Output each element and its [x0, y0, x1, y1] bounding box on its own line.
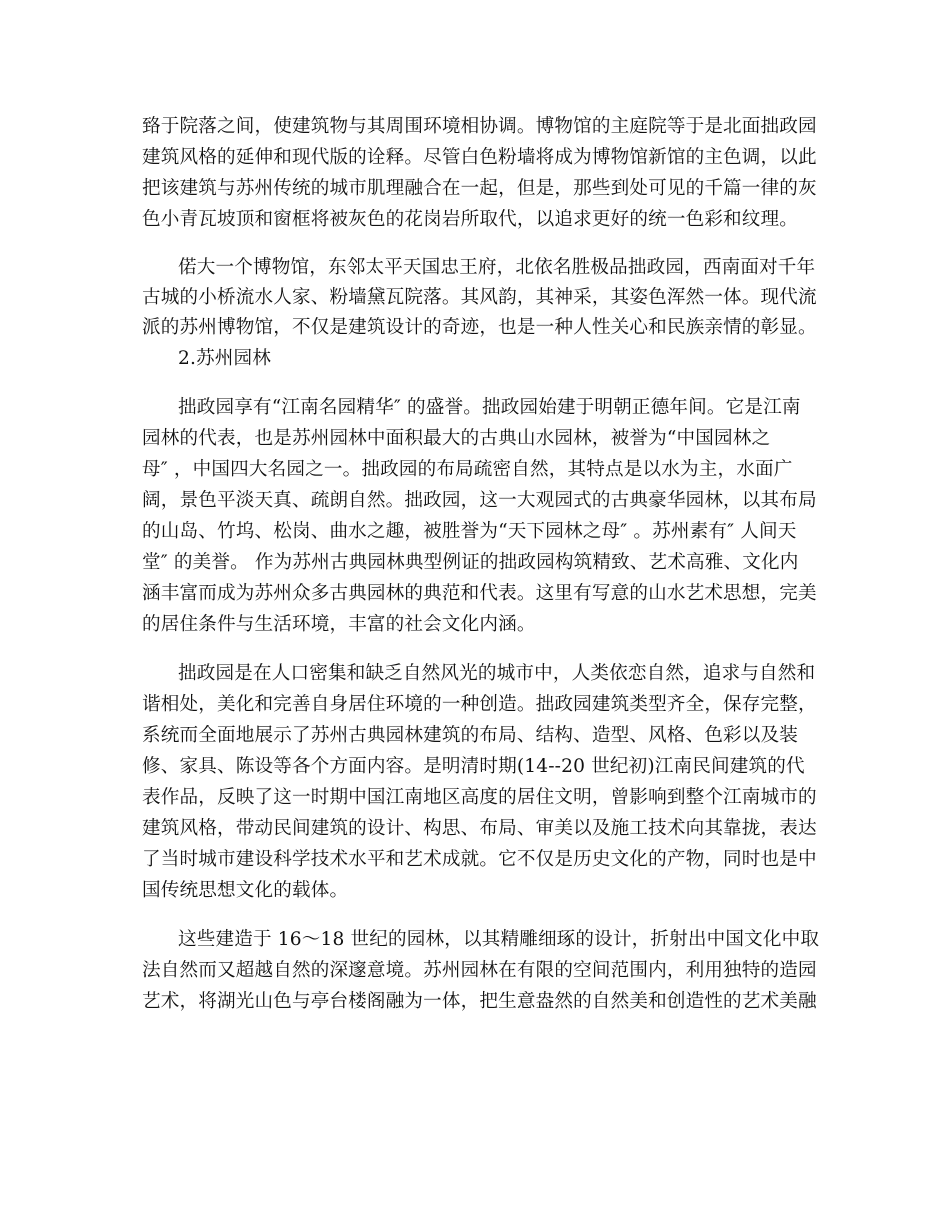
paragraph-line: 修、家具、陈设等各个方面内容。是明清时期(14--20 世纪初)江南民间建筑的代	[142, 756, 805, 777]
section-heading: 2.苏州园林	[178, 348, 272, 369]
paragraph-line: 堂″ 的美誉。 作为苏州古典园林典型例证的拙政园构筑精致、艺术高雅、文化内	[142, 552, 799, 573]
paragraph-line: 的居住条件与生活环境，丰富的社会文化内涵。	[142, 614, 536, 635]
paragraph-line: 拙政园享有“江南名园精华″ 的盛誉。拙政园始建于明朝正德年间。它是江南	[178, 397, 801, 418]
paragraph-line: 的山岛、竹坞、松岗、曲水之趣，被胜誉为“天下园林之母″ 。苏州素有″ 人间天	[142, 521, 797, 542]
paragraph-line: 法自然而又超越自然的深邃意境。苏州园林在有限的空间范围内，利用独特的造园	[142, 960, 817, 981]
paragraph-line: 派的苏州博物馆，不仅是建筑设计的奇迹，也是一种人性关心和民族亲情的彰显。	[142, 317, 817, 338]
paragraph-line: 国传统思想文化的载体。	[142, 880, 349, 901]
paragraph-line: 园林的代表，也是苏州园林中面积最大的古典山水园林，被誉为“中国园林之	[142, 428, 771, 449]
paragraph-line: 建筑风格，带动民间建筑的设计、构思、布局、审美以及施工技术向其靠拢，表达	[142, 818, 817, 839]
paragraph-line: 母″ ，中国四大名园之一。拙政园的布局疏密自然，其特点是以水为主，水面广	[142, 459, 793, 480]
paragraph-line: 古城的小桥流水人家、粉墙黛瓦院落。其风韵，其神采，其姿色浑然一体。现代流	[142, 287, 817, 308]
paragraph-line: 这些建造于 16～18 世纪的园林，以其精雕细琢的设计，折射出中国文化中取	[178, 929, 820, 950]
paragraph-line: 涵丰富而成为苏州众多古典园林的典范和代表。这里有写意的山水艺术思想，完美	[142, 583, 817, 604]
paragraph-line: 建筑风格的延伸和现代版的诠释。尽管白色粉墙将成为博物馆新馆的主色调，以此	[142, 147, 817, 168]
paragraph-line: 艺术，将湖光山色与亭台楼阁融为一体，把生意盎然的自然美和创造性的艺术美融	[142, 991, 817, 1012]
paragraph-line: 拙政园是在人口密集和缺乏自然风光的城市中，人类依恋自然，追求与自然和	[178, 663, 816, 684]
paragraph-line: 色小青瓦坡顶和窗框将被灰色的花岗岩所取代，以追求更好的统一色彩和纹理。	[142, 209, 799, 230]
paragraph-line: 把该建筑与苏州传统的城市肌理融合在一起，但是，那些到处可见的千篇一律的灰	[142, 178, 817, 199]
paragraph-line: 谐相处，美化和完善自身居住环境的一种创造。拙政园建筑类型齐全，保存完整，	[142, 694, 817, 715]
paragraph-line: 系统而全面地展示了苏州古典园林建筑的布局、结构、造型、风格、色彩以及装	[142, 725, 799, 746]
paragraph-line: 了当时城市建设科学技术水平和艺术成就。它不仅是历史文化的产物，同时也是中	[142, 849, 817, 870]
paragraph-line: 偌大一个博物馆，东邻太平天国忠王府，北依名胜极品拙政园，西南面对千年	[178, 257, 816, 278]
paragraph-line: 表作品，反映了这一时期中国江南地区高度的居住文明，曾影响到整个江南城市的	[142, 787, 817, 808]
paragraph-line: 阔，景色平淡天真、疏朗自然。拙政园，这一大观园式的古典豪华园林，以其布局	[142, 490, 817, 511]
paragraph-line: 臵于院落之间，使建筑物与其周围环境相协调。博物馆的主庭院等于是北面拙政园	[142, 116, 817, 137]
